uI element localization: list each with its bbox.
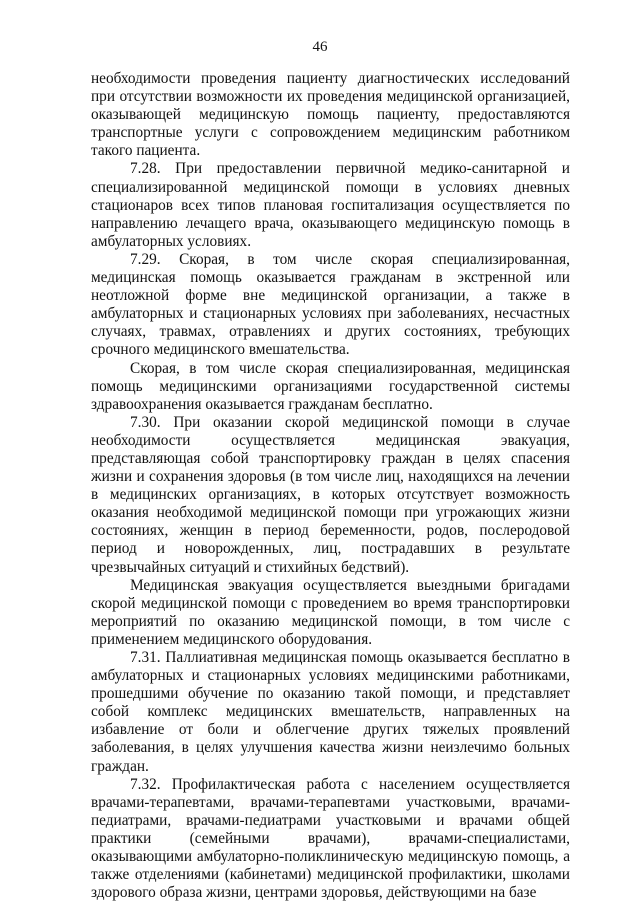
paragraph: Медицинская эвакуация осуществляется выездными бригадами скорой медицинской помощи с проведением во время транспортировки мероприятий по оказанию медицинской помощи, в том числе с применением медицинского оборудования. <box>91 576 570 648</box>
paragraph: Скорая, в том числе скорая специализированная, медицинская помощь медицинскими организациями государственной системы здравоохранения оказывается гражданам бесплатно. <box>91 359 570 413</box>
document-body <box>91 70 570 902</box>
paragraph: 7.32. Профилактическая работа с населением осуществляется врачами-терапевтами, врачами-терапевтами участковыми, врачами-педиатрами, врачами-педиатрами участковыми и врачами общей практики (семейными врачами), врачами-специалистами, оказывающими амбулаторно-поликлиническую медицинскую помощь, а также отделениями (кабинетами) медицинской профилактики, школами здорового образа жизни, центрами здоровья, действующими на базе <box>91 775 570 902</box>
paragraph: 7.28. При предоставлении первичной медико-санитарной и специализированной медицинской помощи в условиях дневных стационаров всех типов плановая госпитализация осуществляется по направлению лечащего врача, оказывающего медицинскую помощь в амбулаторных условиях. <box>91 160 570 250</box>
paragraph: необходимости проведения пациенту диагностических исследований при отсутствии возможности их проведения медицинской организацией, оказывающей медицинскую помощь пациенту, предоставляются транспортные услуги с сопровождением медицинским работником такого пациента. <box>91 70 570 160</box>
paragraph: 7.29. Скорая, в том числе скорая специализированная, медицинская помощь оказывается гражданам в экстренной или неотложной форме вне медицинской организации, а также в амбулаторных и стационарных условиях при заболеваниях, несчастных случаях, травмах, отравлениях и других состояниях, требующих срочного медицинского вмешательства. <box>91 250 570 359</box>
paragraph: 7.31. Паллиативная медицинская помощь оказывается бесплатно в амбулаторных и стационарных условиях медицинскими работниками, прошедшими обучение по оказанию такой помощи, и представляет собой комплекс медицинских вмешательств, направленных на избавление от боли и облегчение других тяжелых проявлений заболевания, в целях улучшения качества жизни неизлечимо больных граждан. <box>91 649 570 775</box>
paragraph: 7.30. При оказании скорой медицинской помощи в случае необходимости осуществляется медицинская эвакуация, представляющая собой транспортировку граждан в целях спасения жизни и сохранения здоровья (в том числе лиц, находящихся на лечении в медицинских организациях, в которых отсутствует возможность оказания необходимой медицинской помощи при угрожающих жизни состояниях, женщин в период беременности, родов, послеродовой период и новорожденных, лиц, пострадавших в результате чрезвычайных ситуаций и стихийных бедствий). <box>91 413 570 576</box>
page-number: 46 <box>312 39 328 55</box>
